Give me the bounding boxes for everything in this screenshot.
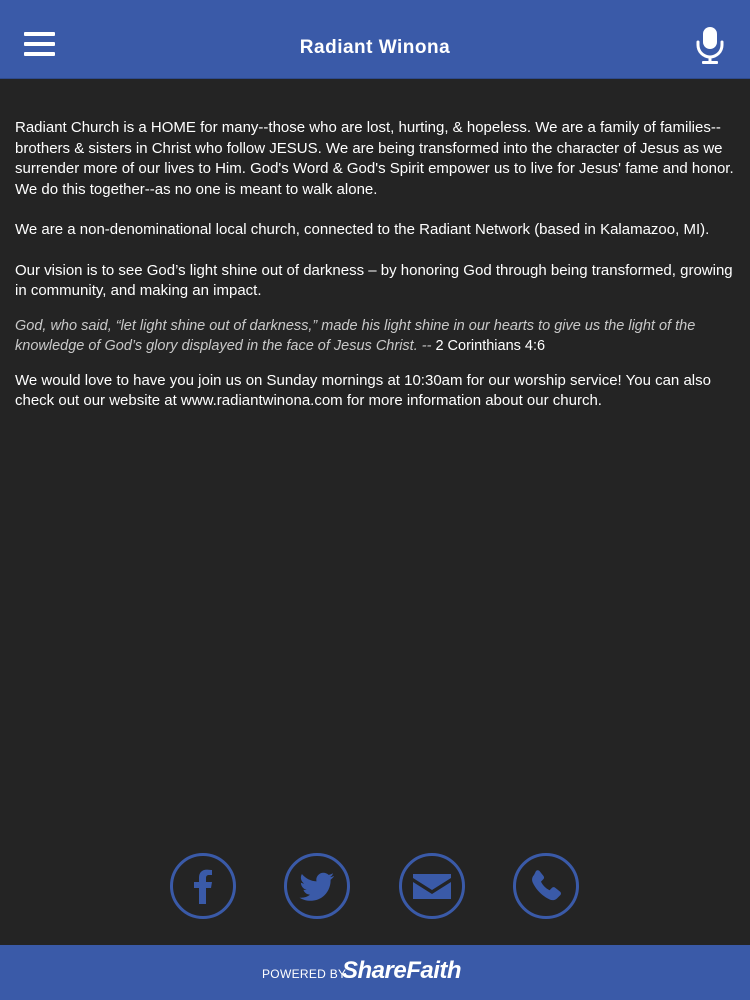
verse-quote: God, who said, “let light shine out of darkness,” made his light shine in our hearts to give us the light of the knowledge of God’s glory displayed in the face of Jesus Christ. -- xyxy=(15,317,696,354)
social-links xyxy=(0,853,750,923)
facebook-button[interactable] xyxy=(170,853,236,919)
microphone-icon xyxy=(694,26,726,66)
phone-icon xyxy=(516,856,576,916)
microphone-button[interactable] xyxy=(694,26,726,66)
email-icon xyxy=(402,856,462,916)
page-title: Radiant Winona xyxy=(299,37,451,58)
network-paragraph: We are a non-denominational local church, connected to the Radiant Network (based in Kalamazoo, MI). xyxy=(15,221,710,238)
app-footer xyxy=(0,945,750,1000)
intro-paragraph: Radiant Church is a HOME for many--those who are lost, hurting, & hopeless. We are a family of families--brothers & sisters in Christ who follow JESUS. We are being transformed into the character of Jesus as we surrender more of our lives to Him. God's Word & God's Spirit empower us to live for Jesus' fame and honor. We do this together--as no one is meant to walk alone. xyxy=(15,119,734,198)
twitter-button[interactable] xyxy=(284,853,350,919)
facebook-icon xyxy=(173,856,233,916)
phone-button[interactable] xyxy=(513,853,579,919)
scripture-verse xyxy=(15,316,740,357)
vision-paragraph: Our vision is to see God’s light shine out of darkness – by honoring God through being transformed, growing in community, and making an impact. xyxy=(15,261,733,299)
twitter-icon xyxy=(287,856,347,916)
verse-reference: 2 Corinthians 4:6 xyxy=(435,338,546,354)
app-header xyxy=(0,0,750,79)
about-content xyxy=(15,118,740,432)
powered-by-label: POWERED BY xyxy=(262,967,347,981)
sharefaith-logo[interactable]: ShareFaith xyxy=(342,957,462,984)
closing-paragraph: We would love to have you join us on Sunday mornings at 10:30am for our worship service! You can also check out our website at www.radiantwinona.com for more information about our church. xyxy=(15,371,711,409)
email-button[interactable] xyxy=(399,853,465,919)
